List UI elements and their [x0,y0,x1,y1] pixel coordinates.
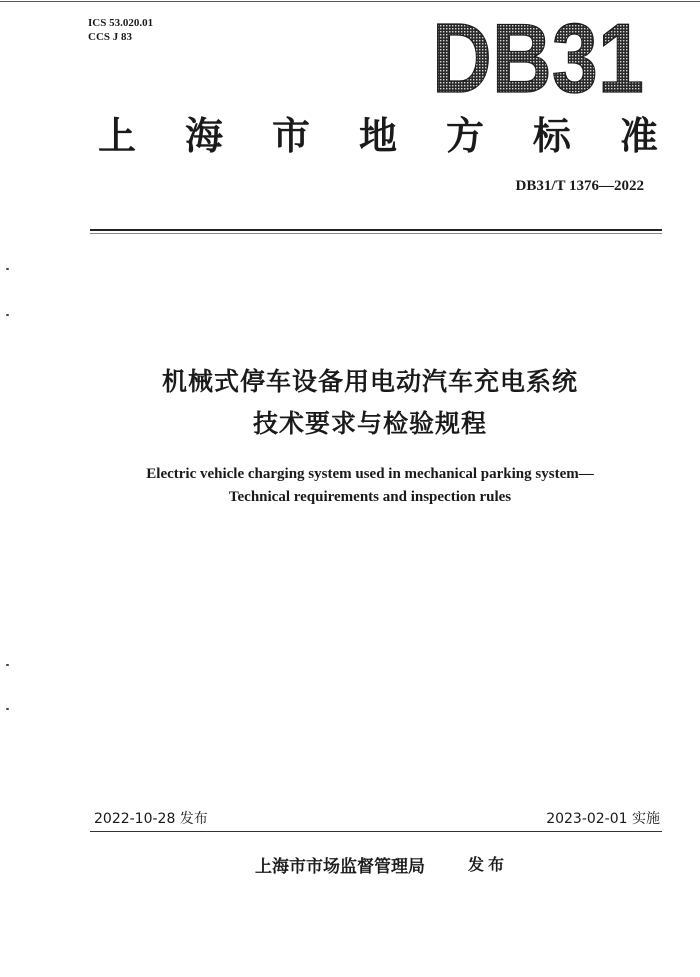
db31-logo [428,3,648,113]
scan-mark [6,708,9,710]
chinese-title-line-2: 技术要求与检验规程 [252,409,487,438]
header-divider-thin [90,233,662,234]
classification-codes [88,16,153,44]
issued-label: 发布 [468,855,509,874]
standard-type-char: 海 [184,114,223,158]
ccs-code: CCS J 83 [88,31,133,43]
standard-type-char: 地 [358,114,397,158]
header-divider [90,229,662,231]
standard-type-char: 上 [98,114,137,158]
chinese-title-line-1: 机械式停车设备用电动汽车充电系统 [161,367,578,396]
standard-type-char: 市 [271,114,310,158]
standard-type-char: 准 [619,114,658,158]
standard-type-title [98,112,658,160]
standard-type-char: 方 [445,114,484,158]
standard-type-char: 标 [532,114,571,158]
ics-code: ICS 53.020.01 [88,17,154,29]
scan-mark [6,314,9,316]
scan-mark [6,664,9,666]
top-border-line [0,1,700,2]
scan-mark [6,268,9,270]
db31-logo-text: DB31 [432,3,644,113]
implementation-date: 2023-02-01 实施 [546,811,660,827]
issuing-authority: 上海市市场监督管理局 [255,857,425,877]
english-title-line-2: Technical requirements and inspection rules [228,489,512,505]
standard-number: DB31/T 1376—2022 [515,178,644,194]
footer-divider [90,831,662,832]
release-date: 2022-10-28 发布 [94,811,208,827]
english-title-line-1: Electric vehicle charging system used in mechanical parking system— [146,466,594,482]
